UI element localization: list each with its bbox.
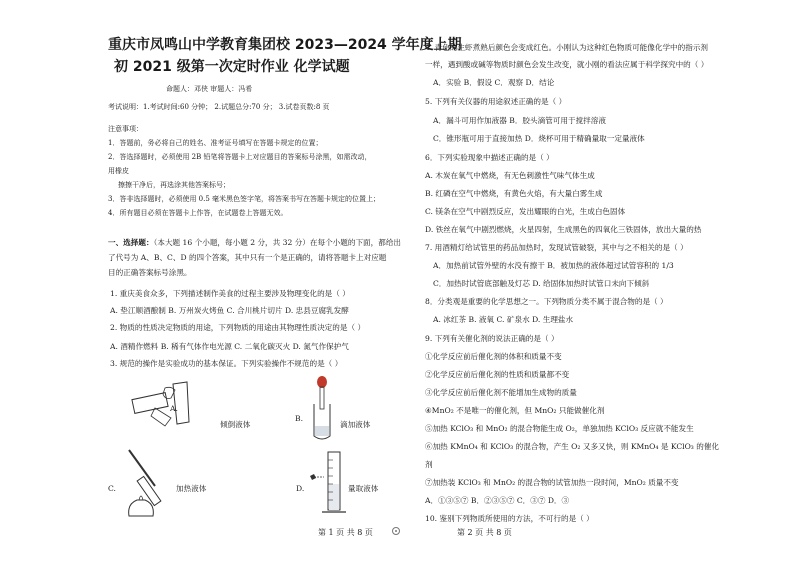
question-9-item: ①化学反应前后催化剂的体积和质量不变 (425, 352, 562, 361)
question-9-item: ⑦加热装 KClO₃ 和 MnO₂ 的混合物的试管加热一段时间，MnO₂ 质量不变 (425, 478, 679, 487)
note-line: 4．所有题目必须在答题卡上作答，在试题卷上答题无效。 (108, 209, 288, 217)
question-6-option-d: D. 铁丝在氧气中剧烈燃烧，火星四射，生成黑色的四氧化三铁固体，放出大量的热 (425, 225, 702, 234)
question-9: 9. 下列有关催化剂的说法正确的是（ ） (425, 334, 559, 343)
question-9-item: 剂 (425, 460, 433, 469)
question-8-options: A. 冰红茶 B. 液氧 C. 矿泉水 D. 生理盐水 (433, 315, 574, 324)
note-line: 用橡皮 (108, 167, 129, 175)
question-7: 7. 用酒精灯给试管里的药品加热时，发现试管破裂，其中与之不相关的是（ ） (425, 243, 688, 252)
note-line: 2．答选择题时，必须使用 2B 铅笔将答题卡上对应题目的答案标号涂黑，如需改动， (108, 153, 372, 161)
figure-a-label: 倾倒液体 (220, 420, 251, 429)
question-5: 5. 下列有关仪器的用途叙述正确的是（ ） (425, 97, 567, 106)
question-1-options: A. 垫江顺酒酿制 B. 万州炭火烤鱼 C. 合川桃片切片 D. 忠县豆腐乳发酵 (110, 306, 349, 315)
section1-text: 了代号为 A、B、C、D 的四个答案，其中只有一个是正确的，请将答题卡上对应题 (108, 253, 387, 262)
question-10: 10. 鉴别下列物质所使用的方法，不可行的是（ ） (425, 514, 594, 523)
question-2: 2. 物质的性质决定物质的用途，下列物质的用途由其物理性质决定的是（ ） (110, 323, 366, 332)
question-6: 6．下列实验现象中描述正确的是（ ） (425, 153, 554, 162)
question-9-item: ⑥加热 KMnO₄ 和 KClO₃ 的混合物，产生 O₂ 又多又快，则 KMnO₄ 是 KClO₃ 的催化 (425, 442, 720, 451)
note-line: 1．答题前，务必将自己的姓名、准考证号填写在答题卡规定的位置； (108, 139, 323, 147)
section1-label: 一、选择题： (108, 238, 154, 247)
note-line: 3．答非选择题时，必须使用 0.5 毫米黑色签字笔，将答案书写在答题卡规定的位置上； (108, 195, 381, 203)
question-9-item: ③化学反应前后催化剂不能增加生成物的质量 (425, 388, 577, 397)
question-9-item: ②化学反应前后催化剂的性质和质量都不变 (425, 370, 570, 379)
question-6-option-b: B. 红磷在空气中燃烧，有黄色火焰，有大量白雾生成 (425, 189, 603, 198)
graduated-cylinder-figure (300, 448, 350, 518)
question-1: 1. 重庆美食众多，下列描述制作美食的过程主要涉及物理变化的是（ ） (110, 289, 350, 298)
right-page (397, 0, 794, 561)
question-5-options: A．漏斗可用作加液器 B．胶头滴管可用于搅拌溶液 (433, 116, 606, 125)
question-4-cont: 一样，遇到酸或碱等物质时颜色会发生改变，就小刚的看法应属于科学探究中的（ ） (425, 60, 709, 69)
question-9-item: ⑤加热 KClO₃ 和 MnO₂ 的混合物能生成 O₂，单独加热 KClO₃ 反应就不能发生 (425, 424, 694, 433)
question-4: 4. 青色的生虾煮熟后颜色会变成红色。小刚认为这种红色物质可能像化学中的指示剂 (425, 43, 709, 52)
section1-text: （本大题 16 个小题，每小题 2 分，共 32 分）在每个小题的下面，都给出 (153, 238, 402, 247)
page-footer-1: 第 1 页 共 8 页 (318, 528, 373, 537)
question-7-options: C．加热时试管底部触及灯芯 D. 给固体加热时试管口未向下倾斜 (433, 279, 650, 288)
exam-title-line2: 初 2021 级第一次定时作业 化学试题 (114, 59, 350, 75)
note-line: 擦擦干净后，再选涂其他答案标号； (118, 181, 230, 189)
question-4-options: A．实验 B．假设 C．观察 D．结论 (433, 78, 555, 87)
question-5-options: C．锥形瓶可用于直接加热 D．烧杯可用于精确量取一定量液体 (433, 134, 645, 143)
question-2-options: A. 酒精作燃料 B. 稀有气体作电光源 C. 二氧化碳灭火 D. 氮气作保护气 (110, 342, 349, 351)
dropper-figure (308, 374, 338, 444)
figure-b-letter: B. (295, 414, 303, 423)
notes-heading: 注意事项： (108, 125, 143, 133)
pouring-liquid-figure (125, 378, 195, 438)
authors: 命题人：邓侠 审题人：冯希 (166, 85, 253, 93)
figure-c-letter: C. (108, 484, 116, 493)
page-footer-2: 第 2 页 共 8 页 (457, 528, 512, 537)
exam-title-line1: 重庆市凤鸣山中学教育集团校 2023—2024 学年度上期 (108, 37, 462, 53)
question-6-option-c: C. 镁条在空气中剧烈反应，发出耀眼的白光，生成白色固体 (425, 207, 626, 216)
section1-intro (108, 238, 401, 248)
figure-b-label: 滴加液体 (340, 420, 371, 429)
question-6-option-a: A. 木炭在氧气中燃烧，有无色刺激性气味气体生成 (425, 171, 595, 180)
figure-d-label: 量取液体 (348, 484, 379, 493)
figure-c-label: 加热液体 (176, 484, 207, 493)
question-7-options: A．加热前试管外壁的水没有擦干 B．被加热的液体超过试管容积的 1/3 (433, 261, 674, 270)
section1-text: 目的正确答案标号涂黑。 (108, 268, 192, 277)
question-8: 8．分类观是重要的化学思想之一。下列物质分类不属于混合物的是（ ） (425, 297, 668, 306)
figure-d-letter: D. (296, 484, 305, 493)
question-3: 3. 规范的操作是实验成功的基本保证。下列实验操作不规范的是（ ） (110, 359, 343, 368)
question-9-item: ④MnO₂ 不是唯一的催化剂，但 MnO₂ 只能做催化剂 (425, 406, 605, 415)
question-9-options: A．①③⑤⑦ B．②③⑤⑦ C．③⑦ D．③ (425, 496, 570, 505)
figure-a-letter: A. (170, 404, 178, 413)
exam-info: 考试说明：1.考试时间:60 分钟； 2.试题总分:70 分； 3.试卷页数:8 页 (108, 103, 330, 111)
